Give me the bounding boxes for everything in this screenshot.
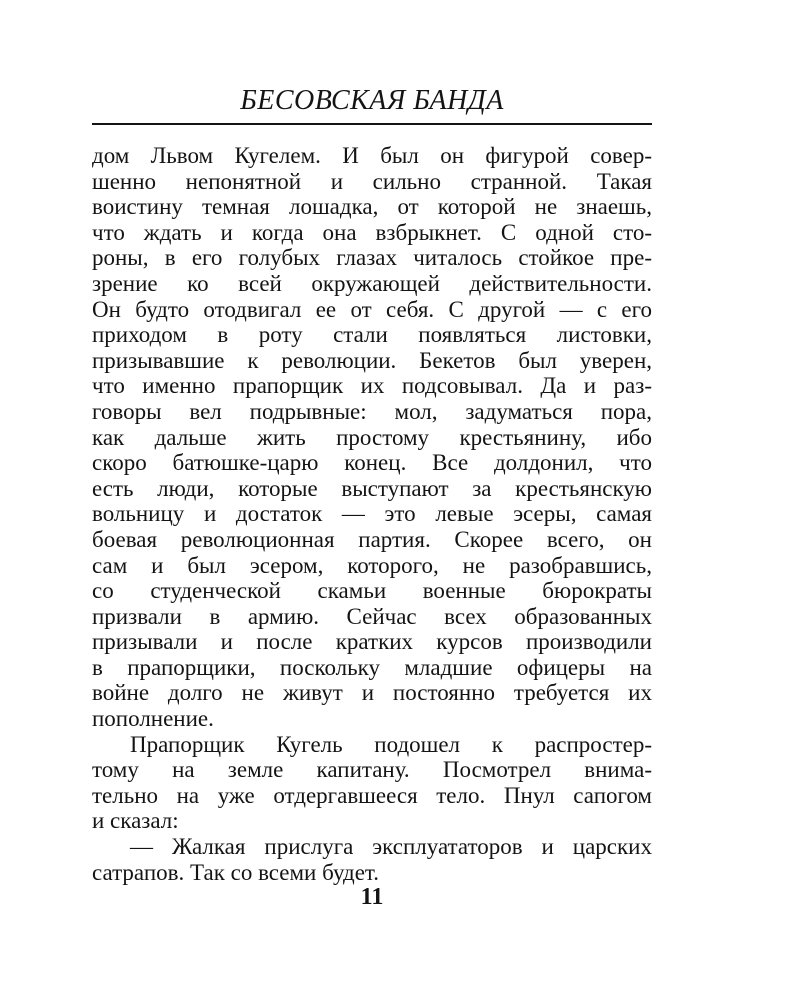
page-number: 11 bbox=[360, 884, 384, 910]
text-line: со студенческой скамьи военные бюрократы bbox=[92, 578, 652, 604]
text-line: призывавшие к революции. Бекетов был уверен, bbox=[92, 347, 652, 373]
running-title: БЕСОВСКАЯ БАНДА bbox=[240, 85, 504, 116]
text-line: что ждать и когда она взбрыкнет. С одной сто- bbox=[92, 219, 652, 245]
text-line-paragraph-end: пополнение. bbox=[92, 706, 214, 732]
text-line: зрение ко всей окружающей действительности. bbox=[92, 270, 652, 296]
text-line: воистину темная лошадка, от которой не знаешь, bbox=[92, 194, 652, 220]
text-line: войне долго не живут и постоянно требуется их bbox=[92, 680, 652, 706]
text-line: что именно прапорщик их подсовывал. Да и раз- bbox=[92, 373, 652, 399]
text-line: есть люди, которые выступают за крестьянскую bbox=[92, 475, 652, 501]
header-rule bbox=[92, 123, 652, 125]
text-line: вольницу и достаток — это левые эсеры, самая bbox=[92, 501, 652, 527]
text-line: роны, в его голубых глазах читалось стойкое пре- bbox=[92, 245, 652, 271]
text-line: говоры вел подрывные: мол, задуматься пора, bbox=[92, 398, 652, 424]
text-line-paragraph-end: и сказал: bbox=[92, 808, 179, 834]
text-line-dialogue-start: — Жалкая прислуга эксплуататоров и царских bbox=[130, 834, 652, 860]
text-line: тому на земле капитану. Посмотрел внима- bbox=[92, 757, 652, 783]
text-line: приходом в роту стали появляться листовки, bbox=[92, 322, 652, 348]
text-line: тельно на уже отдергавшееся тело. Пнул сапогом bbox=[92, 782, 652, 808]
text-line: в прапорщики, поскольку младшие офицеры на bbox=[92, 654, 652, 680]
text-line: боевая революционная партия. Скорее всего, он bbox=[92, 526, 652, 552]
text-line-paragraph-end: сатрапов. Так со всеми будет. bbox=[92, 859, 379, 885]
text-line: Он будто отодвигал ее от себя. С другой — с его bbox=[92, 296, 652, 322]
text-line: сам и был эсером, которого, не разобравшись, bbox=[92, 552, 652, 578]
text-line: дом Львом Кугелем. И был он фигурой совер- bbox=[92, 143, 652, 168]
text-line: шенно непонятной и сильно странной. Такая bbox=[92, 168, 652, 194]
text-line-paragraph-start: Прапорщик Кугель подошел к распростер- bbox=[130, 731, 652, 757]
text-line: как дальше жить простому крестьянину, ибо bbox=[92, 424, 652, 450]
text-line: скоро батюшке-царю конец. Все долдонил, что bbox=[92, 450, 652, 476]
body-text bbox=[92, 143, 652, 885]
text-line: призвали в армию. Сейчас всех образованных bbox=[92, 603, 652, 629]
text-line: призывали и после кратких курсов производили bbox=[92, 629, 652, 655]
